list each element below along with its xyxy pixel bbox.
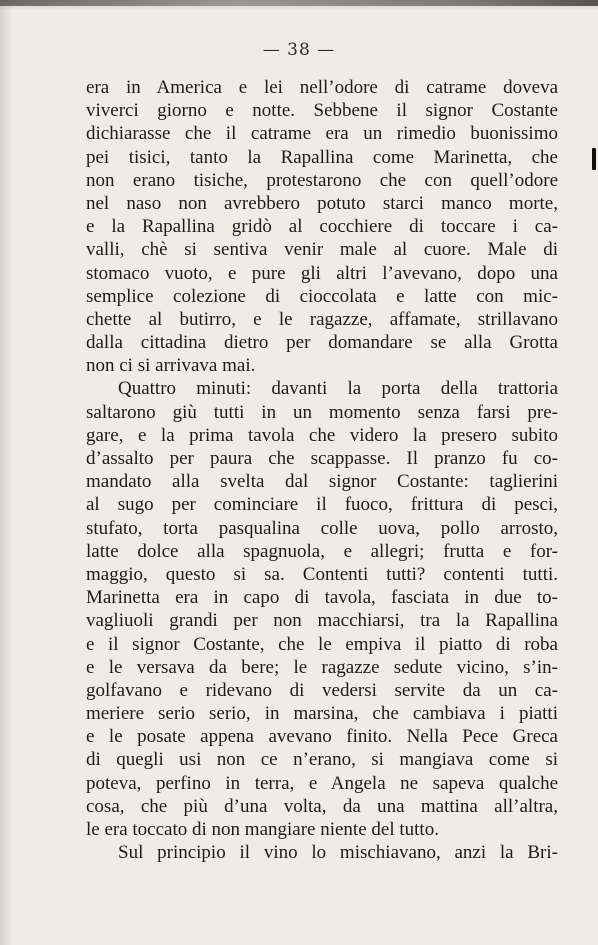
text-line: saltarono giù tutti in un momento senza farsi pre-	[86, 401, 558, 423]
text-line: maggio, questo si sa. Contenti tutti? contenti tutti.	[86, 563, 558, 585]
text-line: viverci giorno e notte. Sebbene il signor Costante	[86, 100, 558, 122]
text-line: vagliuoli grandi per non macchiarsi, tra la Rapallina	[86, 610, 558, 632]
text-line: era in America e lei nell’odore di catrame doveva	[86, 77, 558, 98]
text-line: Quattro minuti: davanti la porta della trattoria	[118, 378, 558, 400]
text-line: le era toccato di non mangiare niente del tutto.	[86, 819, 439, 840]
text-line: al sugo per cominciare il fuoco, frittura di pesci,	[86, 494, 558, 516]
text-line: e la Rapallina gridò al cocchiere di toccare i ca-	[86, 216, 558, 238]
text-line: nel naso non avrebbero potuto starci manco morte,	[86, 192, 558, 214]
text-line: latte dolce alla spagnuola, e allegri; frutta e for-	[86, 540, 558, 562]
paragraph	[86, 841, 558, 864]
paragraph	[86, 377, 558, 841]
text-line: stomaco vuoto, e pure gli altri l’avevano, dopo una	[86, 262, 558, 284]
text-line: poteva, perfino in terra, e Angela ne sapeva qualche	[86, 772, 558, 794]
body-text	[86, 76, 558, 864]
text-line: golfavano e ridevano di vedersi servite da un ca-	[86, 679, 558, 701]
text-line: mandato alla svelta dal signor Costante: taglierini	[86, 471, 558, 493]
text-line: e le versava da bere; le ragazze sedute vicino, s’in-	[86, 656, 558, 678]
text-line: dichiarasse che il catrame era un rimedio buonissimo	[86, 123, 558, 145]
paragraph	[86, 76, 558, 377]
text-line: non erano tisiche, protestarono che con quell’odore	[86, 169, 558, 191]
text-line: stufato, torta pasqualina colle uova, pollo arrosto,	[86, 517, 558, 539]
text-line: e il signor Costante, che le empiva il piatto di roba	[86, 633, 558, 655]
page-number: — 38 —	[262, 40, 336, 60]
page-top-edge	[0, 0, 598, 6]
text-line: meriere serio serio, in marsina, che cambiava i piatti	[86, 703, 558, 725]
text-line: pei tisici, tanto la Rapallina come Marinetta, che	[86, 146, 558, 168]
text-line: semplice colezione di cioccolata e latte con mic-	[86, 285, 558, 307]
text-line: dalla cittadina dietro per domandare se alla Grotta	[86, 332, 558, 354]
text-line: cosa, che più d’una volta, da una mattina all’altra,	[86, 795, 558, 817]
text-line: e le posate appena avevano finito. Nella Pece Greca	[86, 726, 558, 748]
text-line: chette al butirro, e le ragazze, affamate, strillavano	[86, 308, 558, 330]
text-line: non ci si arrivava mai.	[86, 355, 256, 377]
text-line: Marinetta era in capo di tavola, fasciata in due to-	[86, 587, 558, 609]
text-line: valli, chè si sentiva venir male al cuore. Male di	[86, 239, 558, 261]
margin-mark	[592, 148, 596, 170]
text-line: d’assalto per paura che scappasse. Il pranzo fu co-	[86, 448, 558, 469]
text-line: gare, e la prima tavola che videro la presero subito	[86, 424, 558, 446]
text-line: Sul principio il vino lo mischiavano, anzi la Bri-	[118, 842, 558, 864]
text-line: di quegli usi non ce n’erano, si mangiava come si	[86, 749, 558, 771]
